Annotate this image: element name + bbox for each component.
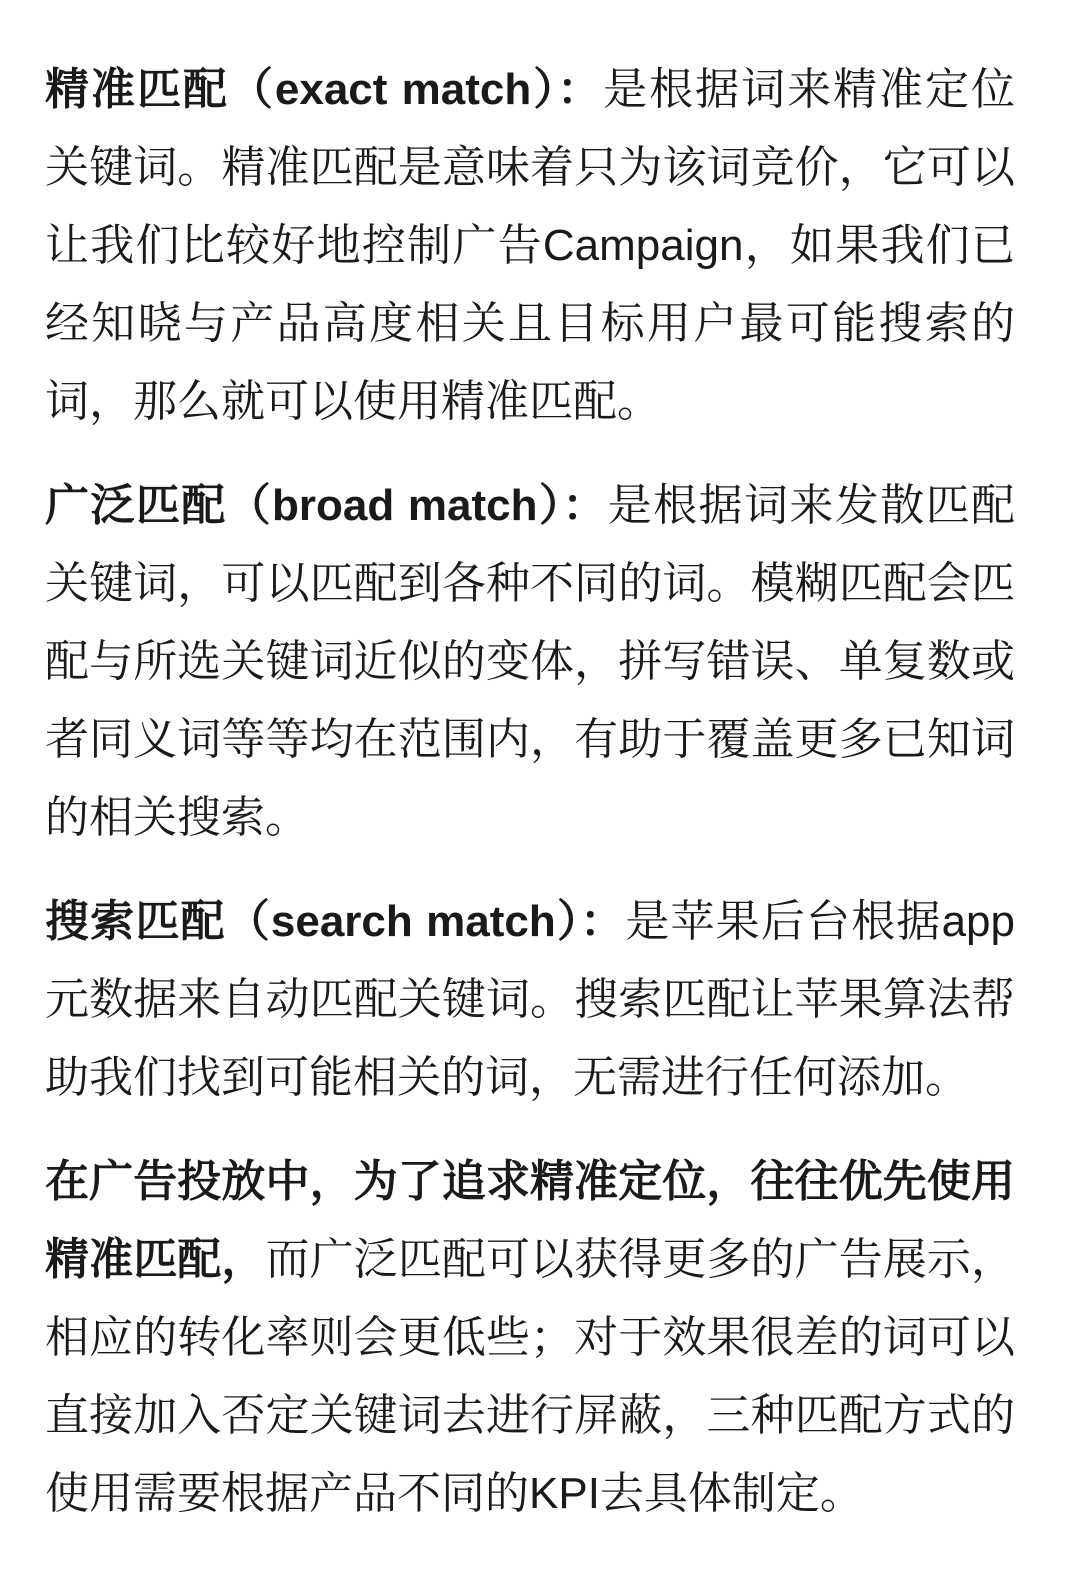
paragraph-broad-match <box>45 467 1015 857</box>
paragraph-lead: 在广告投放中，为了追求精准定位，往往优先使用精准匹配， <box>45 1157 1015 1284</box>
paragraph-body: 是根据词来发散匹配关键词，可以匹配到各种不同的词。模糊匹配会匹配与所选关键词近似的变体，拼写错误、单复数或者同义词等等均在范围内，有助于覆盖更多已知词的相关搜索。 <box>45 481 1016 842</box>
paragraph-exact-match <box>45 51 1015 441</box>
paragraph-body: 而广泛匹配可以获得更多的广告展示，相应的转化率则会更低些；对于效果很差的词可以直接加入否定关键词去进行屏蔽，三种匹配方式的使用需要根据产品不同的KPI去具体制定。 <box>45 1235 1016 1518</box>
paragraph-body: 是根据词来精准定位关键词。精准匹配是意味着只为该词竞价，它可以让我们比较好地控制广告Campaign，如果我们已经知晓与产品高度相关且目标用户最可能搜索的词，那么就可以使用精准匹配。 <box>45 65 1016 426</box>
paragraph-body: 是苹果后台根据app元数据来自动匹配关键词。搜索匹配让苹果算法帮助我们找到可能相关的词，无需进行任何添加。 <box>45 897 1015 1102</box>
paragraph-summary <box>45 1143 1015 1533</box>
article-content <box>45 51 1015 1533</box>
paragraph-lead: 广泛匹配（broad match）： <box>45 481 608 530</box>
paragraph-search-match <box>45 883 1015 1117</box>
paragraph-lead: 搜索匹配（search match）： <box>45 897 626 946</box>
paragraph-lead: 精准匹配（exact match）： <box>45 65 604 114</box>
